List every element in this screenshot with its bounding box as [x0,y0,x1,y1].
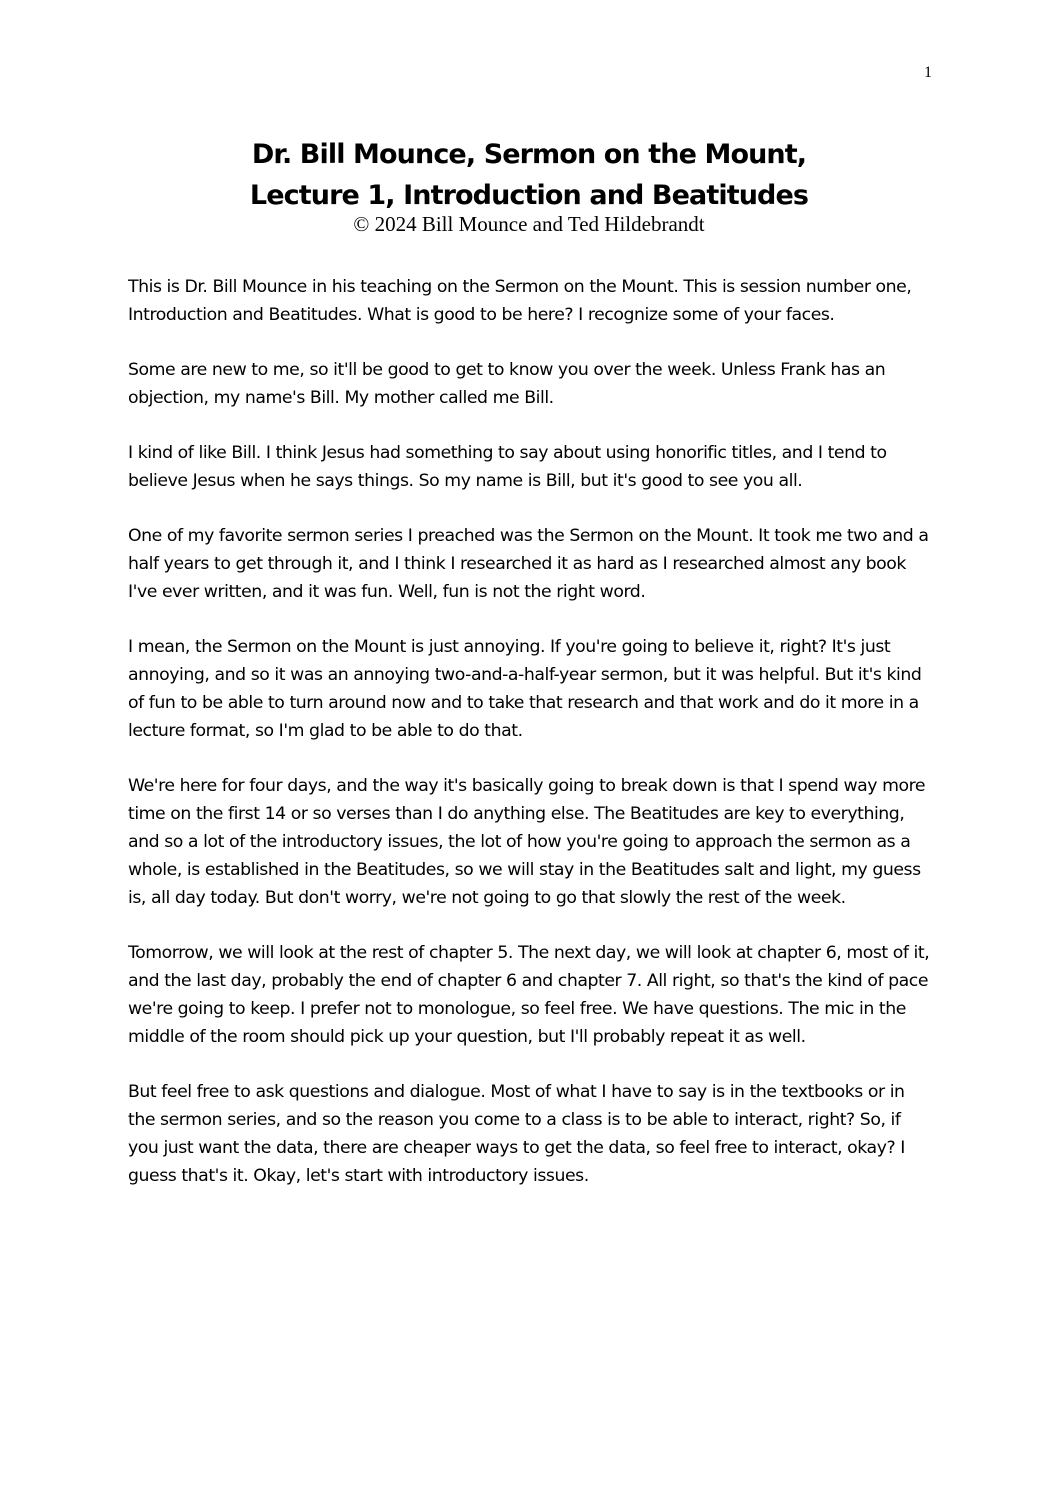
page-number: 1 [924,64,932,81]
document-title-line-1: Dr. Bill Mounce, Sermon on the Mount, [251,139,807,170]
transcript-body [128,273,934,1217]
paragraph-3: I kind of like Bill. I think Jesus had something to say about using honorific titles, and I tend to believe Jesus when he says things. So my name is Bill, but it's good to see you all. [128,443,887,491]
copyright-notice: © 2024 Bill Mounce and Ted Hildebrandt [353,212,705,236]
paragraph-6: We're here for four days, and the way it's basically going to break down is that I spend way more time on the first 14 or so verses than I do anything else. The Beatitudes are key to everything, and so a lot of the introductory issues, the lot of how you're going to approach the sermon as a whole, is established in the Beatitudes, so we will stay in the Beatitudes salt and light, my guess is, all day today. But don't worry, we're not going to go that slowly the rest of the week. [128,776,926,908]
document-title-line-2: Lecture 1, Introduction and Beatitudes [249,180,809,211]
paragraph-7: Tomorrow, we will look at the rest of chapter 5. The next day, we will look at chapter 6, most of it, and the last day, probably the end of chapter 6 and chapter 7. All right, so that's the kind of pace we're going to keep. I prefer not to monologue, so feel free. We have questions. The mic in the middle of the room should pick up your question, but I'll probably repeat it as well. [128,943,930,1047]
paragraph-1: This is Dr. Bill Mounce in his teaching on the Sermon on the Mount. This is session number one, Introduction and Beatitudes. What is good to be here? I recognize some of your faces. [128,277,912,325]
paragraph-2: Some are new to me, so it'll be good to get to know you over the week. Unless Frank has an objection, my name's Bill. My mother called me Bill. [128,360,886,408]
paragraph-4: One of my favorite sermon series I preached was the Sermon on the Mount. It took me two and a half years to get through it, and I think I researched it as hard as I researched almost any book I've ever written, and it was fun. Well, fun is not the right word. [128,526,929,602]
paragraph-8: But feel free to ask questions and dialogue. Most of what I have to say is in the textbooks or in the sermon series, and so the reason you come to a class is to be able to interact, right? So, if you just want the data, there are cheaper ways to get the data, so feel free to interact, okay? I guess that's it. Okay, let's start with introductory issues. [128,1082,905,1186]
paragraph-5: I mean, the Sermon on the Mount is just annoying. If you're going to believe it, right? It's just annoying, and so it was an annoying two-and-a-half-year sermon, but it was helpful. But it's kind of fun to be able to turn around now and to take that research and that work and do it more in a lecture format, so I'm glad to be able to do that. [128,637,922,741]
document-header [100,134,958,236]
